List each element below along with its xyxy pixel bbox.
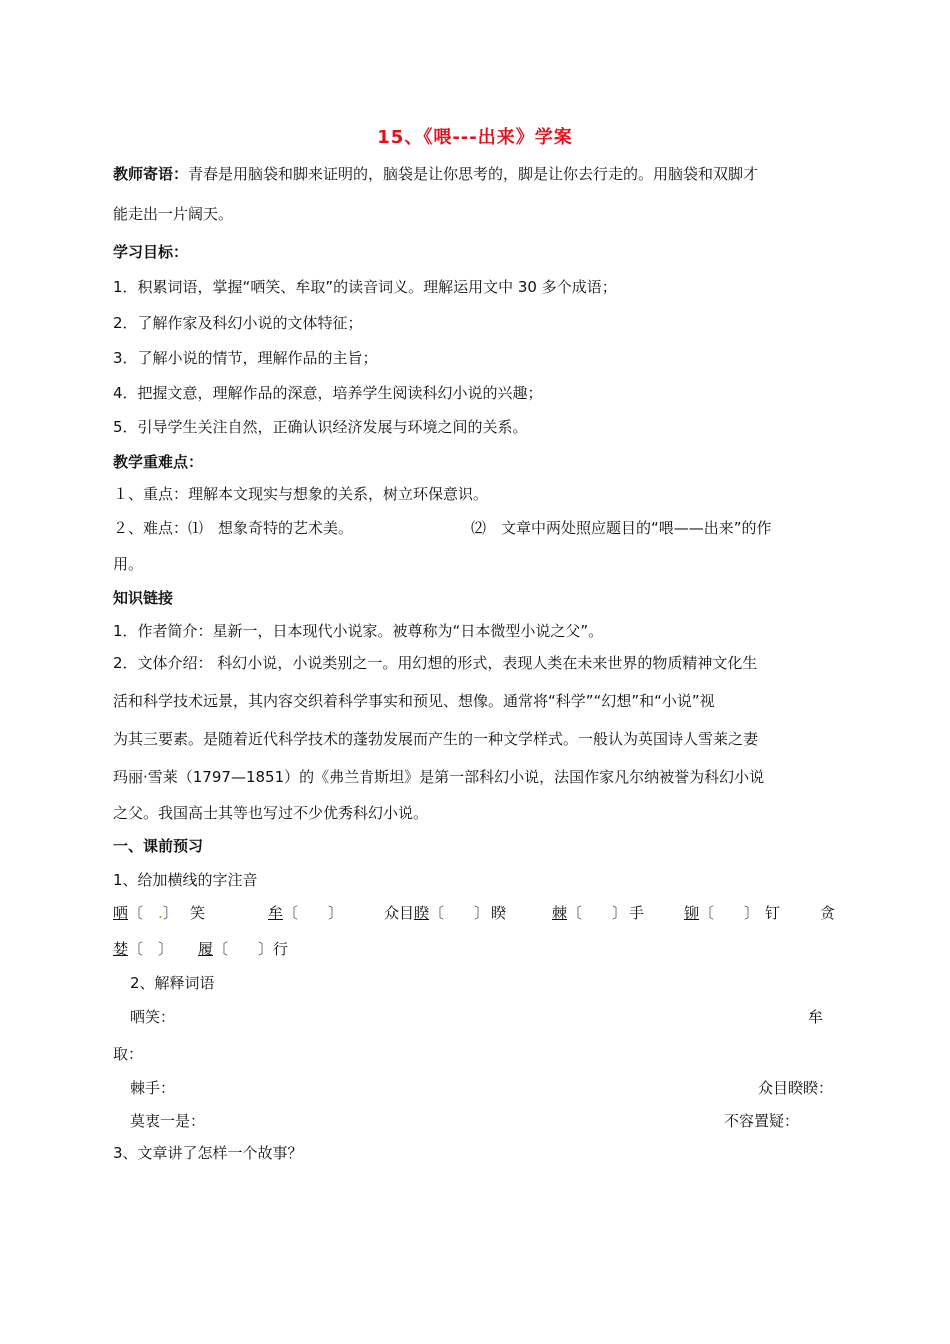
word-shenxiao: 哂笑： — [130, 1008, 176, 1026]
goals-heading: 学习目标： — [113, 243, 189, 261]
underlined-char: 铆 — [684, 904, 700, 922]
pinyin-rest: 睽 — [491, 904, 507, 922]
goal-item-4: 4．把握文意，理解作品的深意，培养学生阅读科幻小说的兴趣； — [113, 384, 543, 402]
goal-item-2: 2．了解作家及科幻小说的文体特征； — [113, 314, 363, 332]
pinyin-rest: 手 — [629, 904, 645, 922]
pinyin-item: 哂〔 .〕 笑 — [113, 904, 206, 922]
pinyin-item: 棘〔 〕 手 — [552, 904, 645, 922]
underlined-char: 婪 — [113, 940, 129, 958]
word-zhongmukuikui: 众目睽睽： — [758, 1079, 834, 1097]
author-intro: 1．作者简介：星新一，日本现代小说家。被尊称为“日本微型小说之父”。 — [113, 622, 604, 640]
teacher-message — [113, 163, 758, 185]
pinyin-rest: 笑 — [190, 904, 206, 922]
underlined-char: 哂 — [113, 904, 129, 922]
pinyin-item: 铆〔 〕 钉 — [684, 904, 781, 922]
word-mozhongyishi: 莫衷一是： — [130, 1112, 206, 1130]
word-jishou: 棘手： — [130, 1079, 176, 1097]
pinyin-rest: 钉 — [765, 904, 781, 922]
goal-item-1: 1．积累词语，掌握“哂笑、牟取”的读音词义。理解运用文中 30 多个成语； — [113, 278, 617, 296]
genre-line-1: 2．文体介绍： 科幻小说，小说类别之一。用幻想的形式，表现人类在未来世界的物质精神文化生 — [113, 654, 758, 672]
teacher-text-2: 能走出一片阔天。 — [113, 205, 234, 223]
key-heading: 教学重难点： — [113, 453, 204, 471]
underlined-char: 牟 — [268, 904, 284, 922]
underlined-char: 睽 — [414, 904, 430, 922]
page-title: 15、《喂---出来》学案 — [377, 127, 573, 148]
pinyin-item: 众目睽〔 〕 睽 — [384, 904, 507, 922]
pinyin-item: 履〔 〕行 — [198, 940, 289, 958]
pinyin-item: 婪〔 〕 — [113, 940, 174, 958]
teacher-text-1: 青春是用脑袋和脚来证明的，脑袋是让你思考的，脚是让你去行走的。用脑袋和双脚才 — [188, 165, 759, 183]
word-mouqu-b: 取： — [113, 1045, 144, 1063]
genre-line-2: 活和科学技术远景，其内容交织着科学事实和预见、想像。通常将“科学”“幻想”和“小说”视 — [113, 692, 715, 710]
preview-heading: 一、课前预习 — [113, 837, 204, 855]
pinyin-rest: 行 — [273, 940, 289, 958]
pinyin-prefix: 众目 — [384, 904, 415, 922]
key-point-2b: ⑵ 文章中两处照应题目的“喂——出来”的作 — [471, 519, 772, 537]
word-burongzhiyi: 不容置疑： — [724, 1112, 800, 1130]
pinyin-row-tail: 贪 — [820, 904, 836, 922]
genre-line-4: 玛丽·雪莱（1797—1851）的《弗兰肯斯坦》是第一部科幻小说，法国作家凡尔纳被誉为科幻小说 — [113, 768, 765, 786]
pinyin-item: 牟〔 〕 — [268, 904, 344, 922]
goal-item-3: 3．了解小说的情节，理解作品的主旨； — [113, 349, 378, 367]
genre-line-3: 为其三要素。是随着近代科学技术的蓬勃发展而产生的一种文学样式。一般认为英国诗人雪莱之妻 — [113, 730, 759, 748]
underlined-char: 棘 — [552, 904, 568, 922]
key-point-2a: ２、难点：⑴ 想象奇特的艺术美。 — [113, 519, 354, 537]
teacher-label: 教师寄语： — [113, 165, 189, 183]
key-point-1: １、重点：理解本文现实与想象的关系，树立环保意识。 — [113, 485, 489, 503]
question-3: 3、文章讲了怎样一个故事？ — [113, 1144, 303, 1162]
question-1: 1、给加横线的字注音 — [113, 871, 258, 889]
genre-line-5: 之父。我国高士其等也写过不少优秀科幻小说。 — [113, 804, 429, 822]
underlined-char: 履 — [198, 940, 214, 958]
question-2: 2、解释词语 — [130, 974, 215, 992]
knowledge-heading: 知识链接 — [113, 589, 174, 607]
goal-item-5: 5．引导学生关注自然，正确认识经济发展与环境之间的关系。 — [113, 418, 528, 436]
word-mouqu-a: 牟 — [808, 1008, 824, 1026]
key-point-2c: 用。 — [113, 555, 144, 573]
